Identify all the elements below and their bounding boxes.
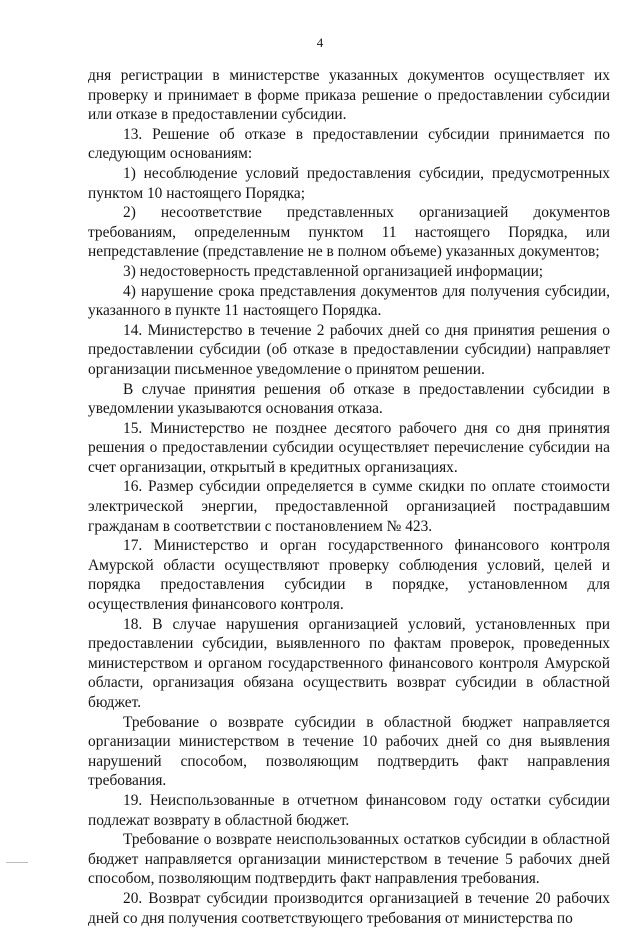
document-body [88, 66, 610, 928]
page-number: 4 [316, 35, 324, 50]
paragraph-13: 13. Решение об отказе в предоставлении субсидии принимается по следующим основаниям: [88, 125, 610, 163]
paragraph-13-item-4: 4) нарушение срока представления документов для получения субсидии, указанного в пункте 11 настоящего Порядка. [88, 282, 610, 320]
paragraph-14: 14. Министерство в течение 2 рабочих дней со дня принятия решения о предоставлении субсидии (об отказе в предоставлении субсидии) направляет организации письменное уведомление о принятом решении. [88, 321, 610, 378]
paragraph-19-continued: Требование о возврате неиспользованных остатков субсидии в областной бюджет направляется организации министерством в течение 5 рабочих дней способом, позволяющим подтвердить факт направления требования. [88, 831, 610, 888]
paragraph-15: 15. Министерство не позднее десятого рабочего дня со дня принятия решения о предоставлении субсидии осуществляет перечисление субсидии на счет организации, открытый в кредитных организациях. [88, 419, 610, 476]
paragraph-13-item-2: 2) несоответствие представленных организацией документов требованиям, определенным пунктом 11 настоящего Порядка, или непредставление (представление не в полном объеме) указанных документов; [88, 204, 610, 261]
paragraph-18-continued: Требование о возврате субсидии в областной бюджет направляется организации министерством в течение 10 рабочих дней со дня выявления нарушений способом, позволяющим подтвердить факт направления требования. [88, 713, 610, 790]
paragraph-13-item-3: 3) недостоверность представленной организацией информации; [123, 262, 544, 280]
paragraph-20: 20. Возврат субсидии производится организацией в течение 20 рабочих дней со дня получения соответствующего требования от министерства по [88, 889, 610, 927]
paragraph-14-continued: В случае принятия решения об отказе в предоставлении субсидии в уведомлении указываются основания отказа. [88, 380, 610, 418]
scan-margin-mark [6, 862, 28, 863]
paragraph-19: 19. Неиспользованные в отчетном финансовом году остатки субсидии подлежат возврату в областной бюджет. [88, 791, 610, 829]
paragraph-17: 17. Министерство и орган государственного финансового контроля Амурской области осуществляют проверку соблюдения условий, целей и порядка предоставления субсидии в порядке, установленном для осуществления финансового контроля. [88, 537, 610, 614]
paragraph-18: 18. В случае нарушения организацией условий, установленных при предоставлении субсидии, выявленного по фактам проверок, проведенных министерством и органом государственного финансового контроля Амурской области, организация обязана осуществить возврат субсидии в областной бюджет. [88, 615, 610, 711]
paragraph-16: 16. Размер субсидии определяется в сумме скидки по оплате стоимости электрической энергии, предоставленной организацией пострадавшим гражданам в соответствии с постановлением № 423. [88, 478, 610, 535]
paragraph-continuation: дня регистрации в министерстве указанных документов осуществляет их проверку и принимает в форме приказа решение о предоставлении субсидии или отказе в предоставлении субсидии. [88, 67, 610, 124]
paragraph-13-item-1: 1) несоблюдение условий предоставления субсидии, предусмотренных пунктом 10 настоящего Порядка; [88, 164, 610, 202]
